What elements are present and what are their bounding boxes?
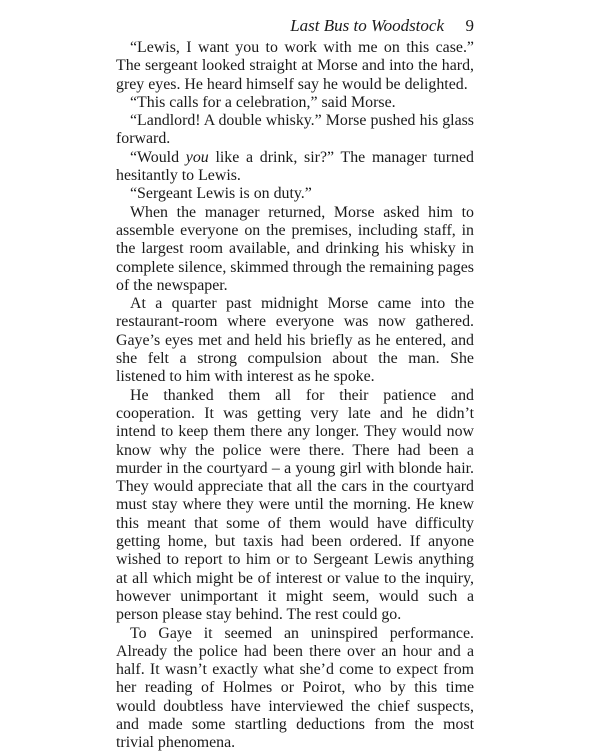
paragraph-7: At a quarter past midnight Morse came into the restaurant-room where everyone was now gathered. Gaye’s eyes met and held his briefly as he entered, and she felt a strong compulsion about the man. She listened to him with interest as he spoke. [116, 295, 474, 386]
paragraph-4 [116, 149, 474, 186]
paragraph-6: When the manager returned, Morse asked him to assemble everyone on the premises, including staff, in the largest room available, and drinking his whisky in complete silence, skimmed through the remaining pages of the newspaper. [116, 203, 474, 294]
paragraph-1: “Lewis, I want you to work with me on this case.” The sergeant looked straight at Morse and into the hard, grey eyes. He heard himself say he would be delighted. [116, 39, 474, 93]
paragraph-5: “Sergeant Lewis is on duty.” [130, 185, 312, 203]
page-number: 9 [465, 16, 474, 35]
paragraph-8: He thanked them all for their patience and cooperation. It was getting very late and he didn’t intend to keep them there any longer. They would now know why the police were there. There had been a murder in the courtyard – a young girl with blonde hair. They would appreciate that all the cars in the courtyard must stay where they were until the morning. He knew this meant that some of them would have difficulty getting home, but taxis had been ordered. If anyone wished to report to him or to Sergeant Lewis anything at all which might be of interest or value to the inquiry, however unimportant it might seem, would such a person please stay behind. The rest could go. [116, 386, 474, 624]
running-title: Last Bus to Woodstock [290, 16, 444, 35]
paragraph-9: To Gaye it seemed an uninspired performance. Already the police had been there over an hour and a half. It wasn’t exactly what she’d come to expect from her reading of Holmes or Poirot, who by this time would doubtless have interviewed the chief suspects, and made some startling deductions from the most trivial phenomena. [116, 624, 474, 752]
paragraph-4-before: “Would [130, 148, 186, 166]
paragraph-3: “Landlord! A double whisky.” Morse pushed his glass forward. [116, 112, 474, 148]
running-head [116, 14, 474, 38]
paragraph-2: “This calls for a celebration,” said Morse. [130, 93, 396, 111]
body-text [116, 39, 474, 753]
paragraph-4-after: like a drink, sir?” The manager turned hesitantly to Lewis. [116, 148, 474, 185]
paragraph-4-emphasis: you [185, 148, 209, 166]
